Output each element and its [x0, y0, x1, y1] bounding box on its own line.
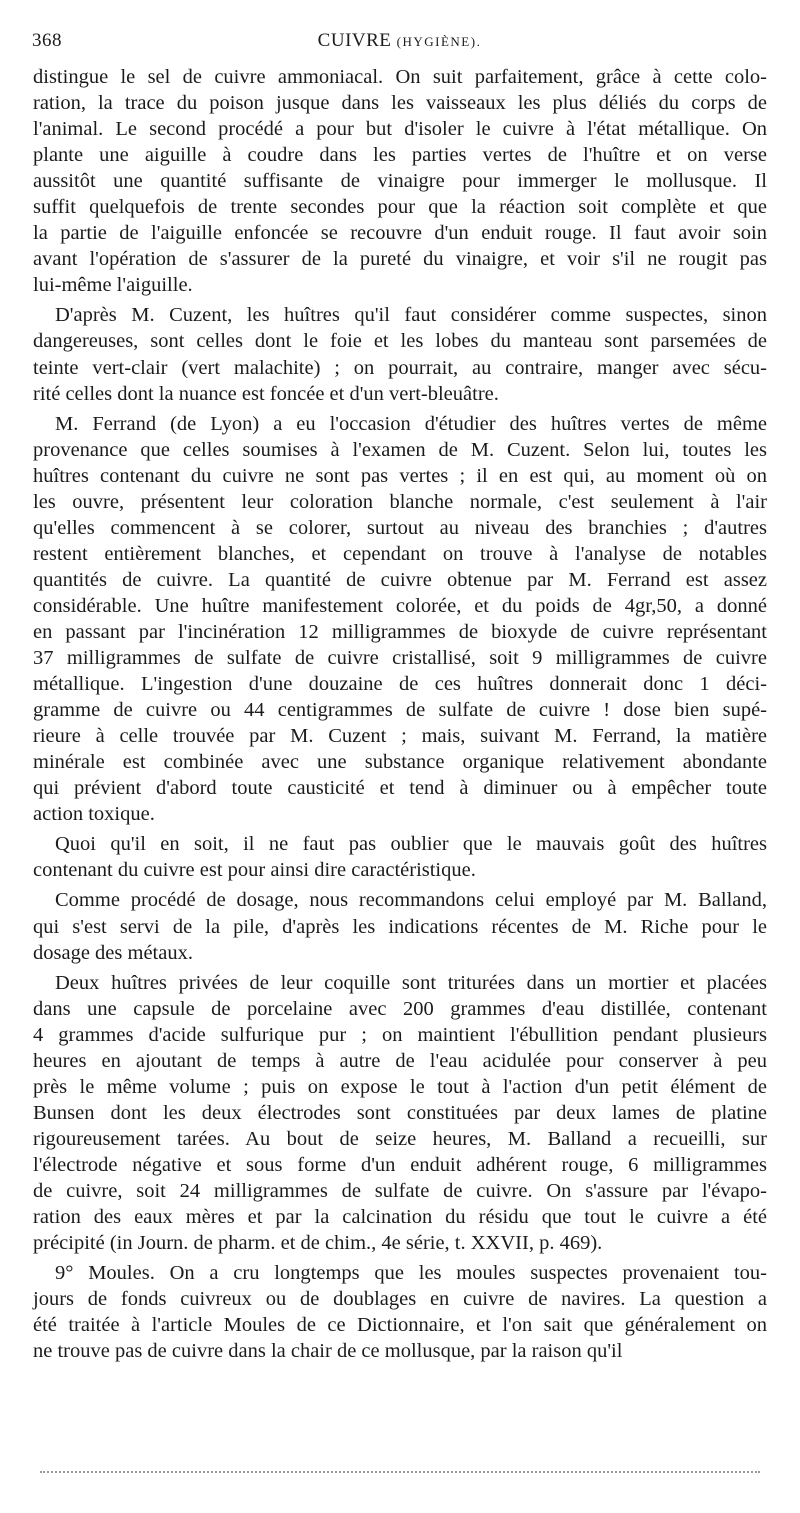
text-line: rigoureusement tarées. Au bout de seize heures, M. Balland a recueilli, sur: [33, 1127, 767, 1150]
text-line: près le même volume ; puis on expose le tout à l'action d'un petit élément de: [33, 1075, 767, 1098]
text-line: minérale est combinée avec une substance organique relativement abondante: [33, 751, 767, 774]
text-line: provenance que celles soumises à l'examen de M. Cuzent. Selon lui, toutes les: [33, 438, 767, 461]
page-number: 368: [32, 30, 62, 51]
text-line: teinte vert-clair (vert malachite) ; on pourrait, au contraire, manger avec sécu-: [33, 356, 767, 379]
text-line: la partie de l'aiguille enfoncée se recouvre d'un enduit rouge. Il faut avoir soin: [33, 222, 767, 245]
paragraph: [33, 302, 767, 406]
text-line: rité celles dont la nuance est foncée et d'un vert-bleuâtre.: [33, 382, 499, 405]
text-line: l'animal. Le second procédé a pour but d'isoler le cuivre à l'état métallique. On: [33, 118, 767, 141]
paragraph: [33, 411, 767, 828]
text-line: les ouvre, présentent leur coloration blanche normale, c'est seulement à l'air: [33, 490, 767, 513]
running-title-main: CUIVRE: [317, 30, 392, 51]
text-line: huîtres contenant du cuivre ne sont pas vertes ; il en est qui, au moment où on: [33, 464, 767, 487]
text-line: aussitôt une quantité suffisante de vinaigre pour immerger le mollusque. Il: [33, 170, 767, 193]
paragraph: [33, 1260, 767, 1364]
text-line: 4 grammes d'acide sulfurique pur ; on maintient l'ébullition pendant plusieurs: [33, 1023, 767, 1046]
text-line: qui s'est servi de la pile, d'après les indications récentes de M. Riche pour le: [33, 915, 767, 938]
text-line: suffit quelquefois de trente secondes pour que la réaction soit complète et que: [33, 196, 767, 219]
text-line: action toxique.: [33, 803, 155, 826]
text-line: D'après M. Cuzent, les huîtres qu'il faut considérer comme suspectes, sinon: [55, 304, 767, 327]
text-line: ne trouve pas de cuivre dans la chair de ce mollusque, par la raison qu'il: [33, 1340, 623, 1363]
text-line: avant l'opération de s'assurer de la pureté du vinaigre, et voir s'il ne rougit pas: [33, 248, 767, 271]
text-line: 37 milligrammes de sulfate de cuivre cristallisé, soit 9 milligrammes de cuivre: [33, 647, 767, 670]
paragraph: [33, 831, 767, 883]
text-line: qu'elles commencent à se colorer, surtout au niveau des branchies ; d'autres: [33, 516, 767, 539]
text-line: métallique. L'ingestion d'une douzaine de ces huîtres donnerait donc 1 déci-: [33, 673, 767, 696]
text-line: Quoi qu'il en soit, il ne faut pas oublier que le mauvais goût des huîtres: [55, 833, 767, 856]
text-line: 9° Moules. On a cru longtemps que les moules suspectes provenaient tou-: [55, 1262, 767, 1285]
text-line: précipité (in Journ. de pharm. et de chim., 4e série, t. XXVII, p. 469).: [33, 1232, 603, 1255]
text-line: gramme de cuivre ou 44 centigrammes de sulfate de cuivre ! dose bien supé-: [33, 699, 767, 722]
text-line: l'électrode négative et sous forme d'un enduit adhérent rouge, 6 milligrammes: [33, 1153, 767, 1176]
footer-rule: [40, 1471, 760, 1473]
running-title: [32, 30, 767, 52]
text-line: de cuivre, soit 24 milligrammes de sulfate de cuivre. On s'assure par l'évapo-: [33, 1179, 767, 1202]
text-line: Bunsen dont les deux électrodes sont constituées par deux lames de platine: [33, 1101, 767, 1124]
text-line: rieure à celle trouvée par M. Cuzent ; mais, suivant M. Ferrand, la matière: [33, 725, 767, 748]
paragraph: [33, 970, 767, 1257]
text-line: M. Ferrand (de Lyon) a eu l'occasion d'étudier des huîtres vertes de même: [55, 412, 767, 435]
paragraph: [33, 64, 767, 298]
text-line: restent entièrement blanches, et cependant on trouve à l'analyse de notables: [33, 542, 767, 565]
text-line: plante une aiguille à coudre dans les parties vertes de l'huître et on verse: [33, 144, 767, 167]
running-head: [32, 30, 767, 60]
body-text: [33, 64, 767, 1364]
text-line: Comme procédé de dosage, nous recommandons celui employé par M. Balland,: [55, 889, 767, 912]
text-line: heures en ajoutant de temps à autre de l'eau acidulée pour conserver à peu: [33, 1049, 767, 1072]
text-line: lui-même l'aiguille.: [33, 274, 193, 297]
text-line: en passant par l'incinération 12 milligrammes de bioxyde de cuivre représentant: [33, 620, 767, 643]
text-line: dans une capsule de porcelaine avec 200 grammes d'eau distillée, contenant: [33, 997, 767, 1020]
text-line: considérable. Une huître manifestement colorée, et du poids de 4gr,50, a donné: [33, 594, 767, 617]
paragraph: [33, 887, 767, 965]
running-title-subject: (HYGIÈNE).: [396, 34, 482, 49]
text-line: contenant du cuivre est pour ainsi dire caractéristique.: [33, 859, 476, 882]
text-line: quantités de cuivre. La quantité de cuivre obtenue par M. Ferrand est assez: [33, 568, 767, 591]
text-line: jours de fonds cuivreux ou de doublages en cuivre de navires. La question a: [33, 1288, 767, 1311]
text-line: ration des eaux mères et par la calcination du résidu que tout le cuivre a été: [33, 1206, 767, 1229]
text-line: qui prévient d'abord toute causticité et tend à diminuer ou à empêcher toute: [33, 777, 767, 800]
text-line: dangereuses, sont celles dont le foie et les lobes du manteau sont parsemées de: [33, 330, 767, 353]
text-line: distingue le sel de cuivre ammoniacal. On suit parfaitement, grâce à cette colo-: [33, 66, 767, 88]
text-line: ration, la trace du poison jusque dans les vaisseaux les plus déliés du corps de: [33, 92, 767, 115]
text-line: dosage des métaux.: [33, 941, 193, 964]
text-line: été traitée à l'article Moules de ce Dictionnaire, et l'on sait que généralement on: [33, 1314, 767, 1337]
text-line: Deux huîtres privées de leur coquille sont triturées dans un mortier et placées: [55, 971, 767, 994]
